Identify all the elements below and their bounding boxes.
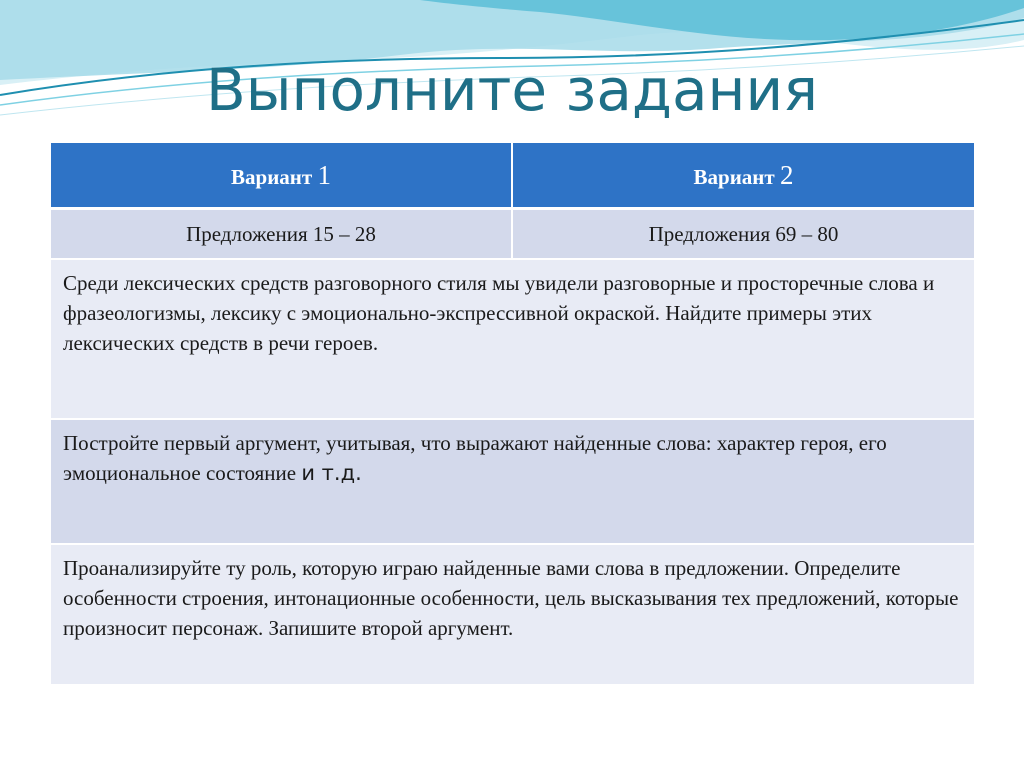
variant-2-header [512,142,975,209]
variant-1-header [50,142,512,209]
variant-2-label: Вариант [693,164,775,189]
variant-1-label: Вариант [231,164,313,189]
task-1-text: Среди лексических средств разговорного стиля мы увидели разговорные и просторечные слова и фразеологизмы, лексику с эмоционально-экспрессивной окраской. Найдите примеры этих лексических средств в речи героев. [50,259,975,419]
variant-2-number: 2 [779,159,794,190]
task-row [50,259,975,419]
sentences-row [50,209,975,260]
task-2-cell [50,419,975,544]
variant-1-sentences: Предложения 15 – 28 [50,209,512,260]
task-3-text: Проанализируйте ту роль, которую играю найденные вами слова в предложении. Определите особенности строения, интонационные особенности, цель высказывания тех предложений, которые произносит персонаж. Запишите второй аргумент. [50,544,975,685]
tasks-table [49,141,976,686]
header-row [50,142,975,209]
variant-2-sentences: Предложения 69 – 80 [512,209,975,260]
page-title: Выполните задания [205,56,819,124]
task-row [50,544,975,685]
task-row [50,419,975,544]
variant-1-number: 1 [317,159,331,190]
task-2-text: Постройте первый аргумент, учитывая, что выражают найденные слова: характер героя, его эмоциональное состояние [63,431,887,485]
task-2-suffix: и т.д. [301,461,362,485]
